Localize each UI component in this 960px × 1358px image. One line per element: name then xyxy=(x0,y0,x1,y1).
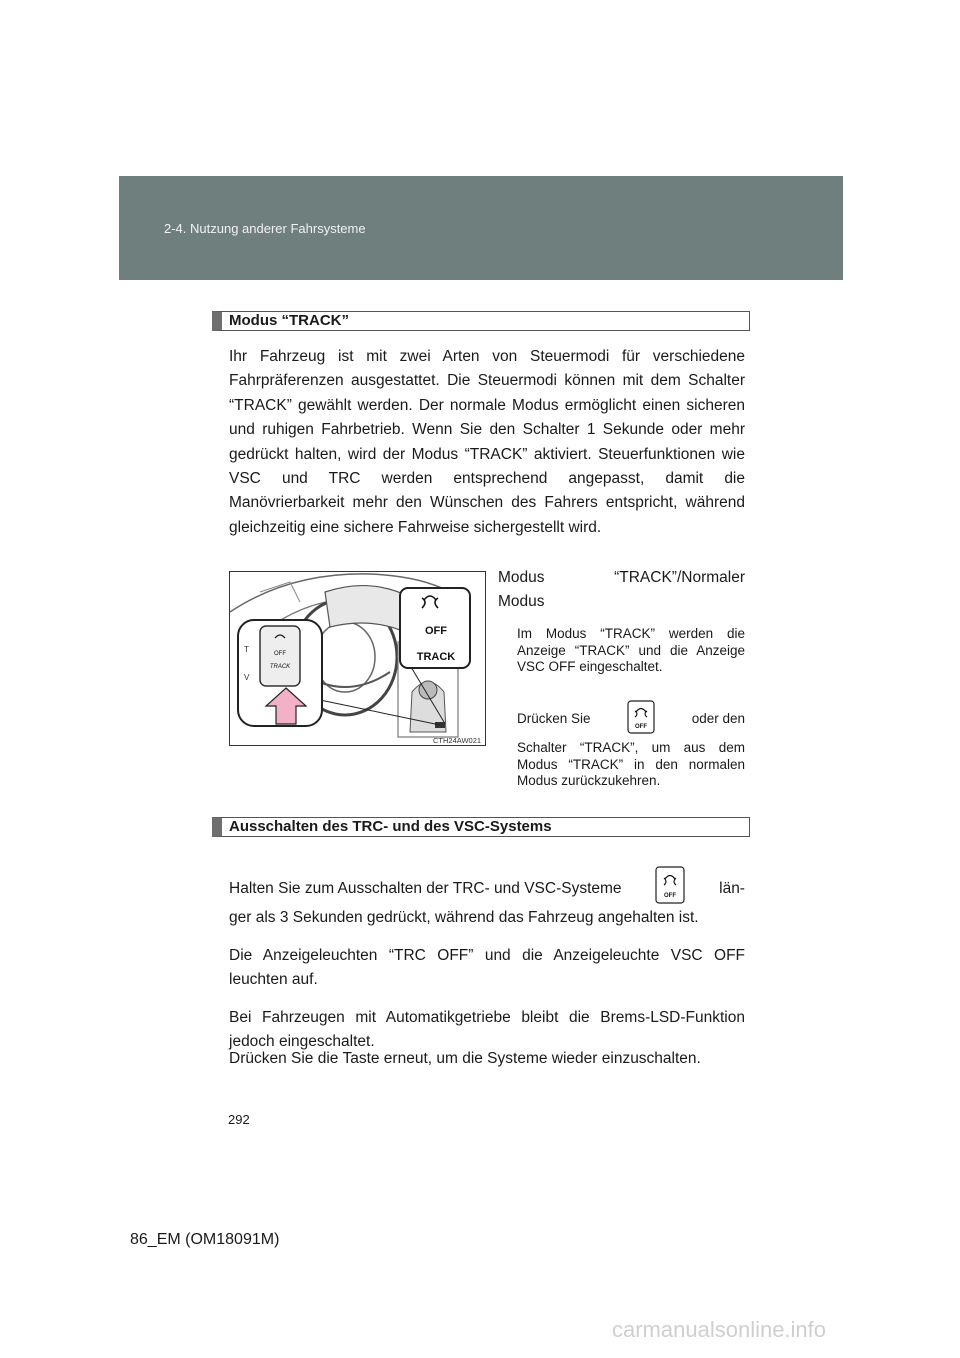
vsc-off-button-icon xyxy=(627,700,655,739)
note-return-rest: Schalter “TRACK”, um aus dem Modus “TRACK” in den normalen Modus zurückzukehren. xyxy=(517,740,745,788)
section-heading: 2-4. Nutzung anderer Fahrsysteme xyxy=(164,221,366,236)
trc-vsc-line1: Halten Sie zum Ausschalten der TRC- und VSC-Systeme OFF län- xyxy=(229,866,745,906)
callout-track-label: TRACK xyxy=(416,651,456,663)
svg-text:OFF: OFF xyxy=(664,893,677,899)
note-track-indicator: Im Modus “TRACK” werden die Anzeige “TRACK” und die Anzeige VSC OFF eingeschaltet. xyxy=(517,626,745,674)
dashboard-illustration xyxy=(229,571,486,746)
trc-vsc-line2: ger als 3 Sekunden gedrückt, während das Fahrzeug angehalten ist. xyxy=(229,909,699,926)
callout-off-label: OFF xyxy=(425,625,447,637)
indicator-paragraph: Die Anzeigeleuchten “TRC OFF” und die Anzeigeleuchte VSC OFF leuchten auf. xyxy=(229,947,745,989)
footer-code: 86_EM (OM18091M) xyxy=(130,1231,280,1248)
small-track-label: TRACK xyxy=(269,664,291,670)
section-title-trc-vsc: Ausschalten des TRC- und des VSC-Systems xyxy=(212,817,750,837)
page-number: 292 xyxy=(228,1112,250,1127)
intro-paragraph: Ihr Fahrzeug ist mit zwei Arten von Steuermodi für verschiedene Fahrpräferenzen ausgestattet. Die Steuermodi können mit dem Schalter “TRACK” gewählt werden. Der normale Modus ermöglicht einen sicheren und ruhigen Fahrbetrieb. Wenn Sie den Schalter 1 Sekunde oder mehr gedrückt halten, wird der Modus “TRACK” aktiviert. Steuerfunktionen wie VSC und TRC werden entsprechend angepasst, damit die Manövrierbarkeit mehr den Wünschen des Fahrers entspricht, während gleichzeitig eine sichere Fahrweise sichergestellt wird. xyxy=(229,348,745,536)
mode-label: Modus “TRACK”/Normaler Modus xyxy=(498,569,745,611)
section-title-track: Modus “TRACK” xyxy=(212,311,750,331)
press-again-paragraph: Drücken Sie die Taste erneut, um die Systeme wieder einzuschalten. xyxy=(229,1050,701,1067)
watermark: carmanualsonline.info xyxy=(612,1317,827,1342)
figure-code: CTH24AW021 xyxy=(433,736,482,745)
automatic-paragraph: Bei Fahrzeugen mit Automatikgetriebe bleibt die Brems-LSD-Funktion jedoch eingeschaltet. xyxy=(229,1009,745,1051)
svg-text:T: T xyxy=(244,645,249,654)
small-off-label: OFF xyxy=(274,651,286,657)
note-return-line1: Drücken Sie OFF oder den xyxy=(517,700,745,734)
svg-text:V: V xyxy=(244,673,250,682)
svg-text:OFF: OFF xyxy=(635,724,648,730)
